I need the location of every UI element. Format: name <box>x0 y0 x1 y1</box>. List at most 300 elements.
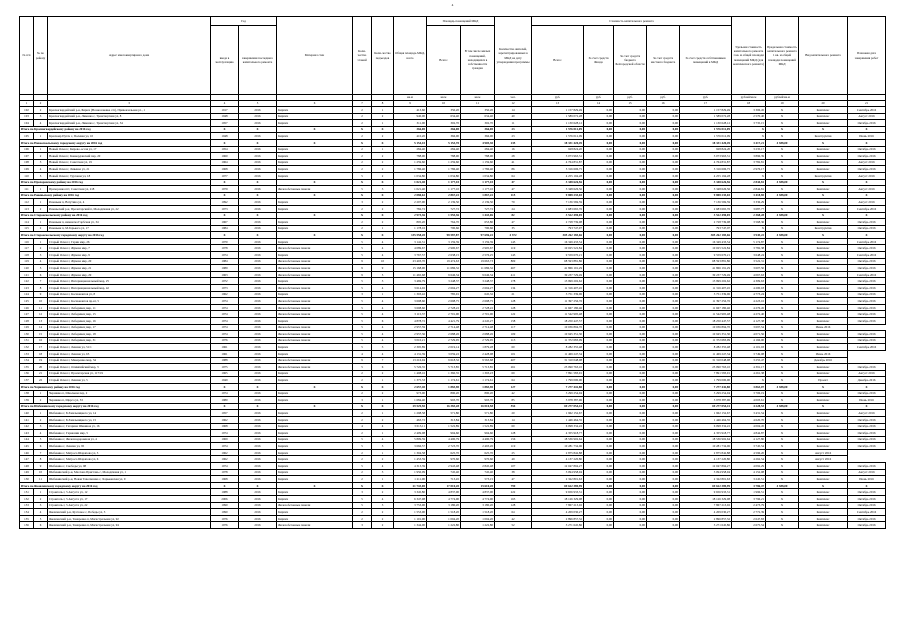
table-cell: 5 713,85 <box>461 364 495 371</box>
table-cell: Октябрь 2016 <box>848 430 886 437</box>
subtotal-cell: X <box>848 232 886 239</box>
table-cell: 0,00 <box>647 344 680 351</box>
table-cell: Железобетонные панели <box>277 298 353 305</box>
subtotal-cell: X <box>372 139 394 146</box>
table-cell: 4 276,45 <box>732 304 766 311</box>
table-row <box>20 133 886 140</box>
table-cell: 0,00 <box>647 238 680 245</box>
table-row <box>20 166 886 173</box>
table-cell: 5 <box>353 344 372 351</box>
table-cell: Конструктив <box>799 172 848 179</box>
table-cell: 4 <box>372 436 394 443</box>
table-cell: 2016 <box>239 469 277 476</box>
table-cell: 0,00 <box>614 522 647 529</box>
subtotal-cell: 3 348 626,56 <box>680 179 732 186</box>
table-row <box>20 430 886 437</box>
table-cell: 410,20 <box>394 133 427 140</box>
table-cell: 890,20 <box>427 390 461 397</box>
table-cell: 0,00 <box>647 278 680 285</box>
table-cell: 4 <box>372 304 394 311</box>
subtotal-cell: 4 388,00 <box>766 383 799 390</box>
table-cell: 1 177,10 <box>427 186 461 193</box>
table-cell: 2016 <box>239 166 277 173</box>
table-cell: 144 <box>20 436 34 443</box>
table-cell: Кирпич <box>277 113 353 120</box>
column-number-cell: 17 <box>680 101 732 107</box>
table-cell: 1973 <box>211 285 239 292</box>
subtotal-label: Итого по Новооскольскому городскому округу на 2016 год <box>20 139 211 146</box>
subtotal-cell: X <box>799 126 848 133</box>
subtotal-cell: X <box>239 139 277 146</box>
table-cell: 3 <box>372 278 394 285</box>
table-cell: Кирпич <box>277 410 353 417</box>
table-cell: 0,00 <box>647 219 680 226</box>
table-cell: 0,00 <box>584 324 614 331</box>
table-cell: 2 <box>353 377 372 384</box>
table-cell: Комплекс <box>799 120 848 127</box>
table-row <box>20 337 886 344</box>
table-cell: 0,00 <box>614 318 647 325</box>
table-cell: 1 446 464,35 <box>680 416 732 423</box>
table-cell: 5 <box>353 331 372 338</box>
table-cell: 0,00 <box>614 476 647 483</box>
table-cell: 3 013,11 <box>394 423 427 430</box>
table-cell: 1 222,80 <box>461 522 495 529</box>
subtotal-cell: 0,00 <box>614 383 647 390</box>
table-cell: 2 694,27 <box>427 285 461 292</box>
table-cell: 0,00 <box>614 159 647 166</box>
table-cell: 3 614,02 <box>394 285 427 292</box>
table-cell: 0,00 <box>647 291 680 298</box>
table-cell: 158 <box>495 318 532 325</box>
table-cell: 1 <box>34 219 48 226</box>
table-cell: Кирпич <box>277 344 353 351</box>
table-cell: 0,00 <box>584 502 614 509</box>
table-cell: 0,00 <box>584 219 614 226</box>
subtotal-cell: X <box>848 403 886 410</box>
table-cell: 117 <box>20 245 34 252</box>
table-cell: 5 <box>353 502 372 509</box>
table-cell: 2 305,89 <box>394 344 427 351</box>
table-cell: 4 <box>34 166 48 173</box>
table-cell: 25 <box>495 449 532 456</box>
header-area-total: Всего: <box>427 26 461 95</box>
table-cell: 4 <box>34 120 48 127</box>
table-row <box>20 509 886 516</box>
table-cell: 313,84 <box>461 416 495 423</box>
table-cell: Кирпич <box>277 120 353 127</box>
table-row <box>20 377 886 384</box>
table-cell: Яковлевский р-н, Томаровка п, Магистральная ул, 92 <box>48 515 211 522</box>
table-cell: 0,00 <box>584 238 614 245</box>
table-cell: 2016 <box>239 489 277 496</box>
table-cell: Железобетонные панели <box>277 364 353 371</box>
table-cell: 0,00 <box>614 245 647 252</box>
table-cell: Ровеньский р-н, Пролетарский п, Молодёжная ул, 22 <box>48 205 211 212</box>
table-cell: 137 <box>20 377 34 384</box>
table-cell: X <box>766 416 799 423</box>
table-cell: Октябрь 2016 <box>848 496 886 503</box>
table-cell: 745,40 <box>461 469 495 476</box>
table-cell: 2 493,26 <box>461 443 495 450</box>
subtotal-cell: 7 277 442,80 <box>680 383 732 390</box>
subtotal-cell: 0,00 <box>584 139 614 146</box>
table-row <box>20 502 886 509</box>
table-cell: Комплекс <box>799 219 848 226</box>
table-row <box>20 344 886 351</box>
table-cell: X <box>766 186 799 193</box>
table-cell: Комплекс <box>799 278 848 285</box>
table-cell: 2 957,59 <box>394 324 427 331</box>
table-cell: 2016 <box>239 304 277 311</box>
table-cell: Июнь 2016 <box>848 133 886 140</box>
table-cell: 2016 <box>239 113 277 120</box>
table-cell: 573,15 <box>461 476 495 483</box>
table-cell: 41 866 191,29 <box>532 265 584 272</box>
table-cell: 1 <box>372 146 394 153</box>
table-cell: 5 <box>353 463 372 470</box>
table-cell: 149 <box>20 469 34 476</box>
table-cell: 2 <box>353 153 372 160</box>
table-cell: 39 237 729,49 <box>680 271 732 278</box>
subtotal-cell: 4 388,00 <box>766 482 799 489</box>
table-cell: 8 <box>34 456 48 463</box>
column-number-cell: 14 <box>584 101 614 107</box>
table-cell: 0,00 <box>647 172 680 179</box>
table-cell: 2 <box>353 390 372 397</box>
table-cell: 156 <box>495 436 532 443</box>
table-cell: 25 090 763,10 <box>532 364 584 371</box>
column-number-cell: 9 <box>394 101 427 107</box>
table-cell: 3 607,50 <box>732 265 766 272</box>
table-cell: 0,00 <box>647 509 680 516</box>
header-cost-fund: За счет средств Фонда <box>584 26 614 95</box>
table-cell: 0,00 <box>584 120 614 127</box>
table-cell: 3 094 958,94 <box>532 469 584 476</box>
table-cell: 60 <box>495 423 532 430</box>
table-cell: 19 <box>34 357 48 364</box>
table-cell: 47 <box>495 186 532 193</box>
table-cell: 4 <box>372 252 394 259</box>
table-cell: Комплекс <box>799 416 848 423</box>
subtotal-cell: 4 388,00 <box>766 212 799 219</box>
table-cell: 4 137 220,80 <box>680 456 732 463</box>
table-cell: Старый Оскол г, Жукова мкр, 9 <box>48 252 211 259</box>
table-cell: 12 047 894,27 <box>532 463 584 470</box>
table-cell: Август 2016 <box>848 159 886 166</box>
subtotal-cell: 23 <box>495 126 532 133</box>
table-cell: 2 683 665,76 <box>680 205 732 212</box>
subtotal-row <box>20 482 886 489</box>
subtotal-label: Итого по Ровеньскому району на 2016 год <box>20 192 211 199</box>
table-cell: X <box>766 271 799 278</box>
table-cell: 0,00 <box>584 397 614 404</box>
table-cell: 2 <box>372 219 394 226</box>
table-row <box>20 153 886 160</box>
table-cell: 19 474,63 <box>427 258 461 265</box>
table-cell: Комплекс <box>799 245 848 252</box>
table-cell: 0,00 <box>584 436 614 443</box>
table-cell: 0,00 <box>647 265 680 272</box>
table-cell: 1968 <box>211 166 239 173</box>
column-number-cell: 12 <box>495 101 532 107</box>
table-cell: 1 <box>372 291 394 298</box>
table-cell: Старый Оскол г, Гарин мкр, 26 <box>48 238 211 245</box>
table-cell: 2016 <box>239 291 277 298</box>
table-cell: 18 536 902,64 <box>680 436 732 443</box>
table-cell: 2 570,40 <box>732 113 766 120</box>
table-cell: Август 2016 <box>848 186 886 193</box>
table-cell: 0,00 <box>614 370 647 377</box>
table-cell: 1 879,28 <box>461 344 495 351</box>
table-cell: 1 178,16 <box>394 225 427 232</box>
table-cell: X <box>766 291 799 298</box>
table-cell: Комплекс <box>799 146 848 153</box>
table-cell: 0,00 <box>647 476 680 483</box>
table-cell: 0,00 <box>647 456 680 463</box>
table-cell: Шебекино г, Железнодорожная ул, 4 <box>48 436 211 443</box>
table-cell: Комплекс <box>799 436 848 443</box>
table-cell: 0,00 <box>584 133 614 140</box>
table-cell: 0,00 <box>584 337 614 344</box>
table-cell: 993,70 <box>461 397 495 404</box>
table-cell: 155 <box>20 515 34 522</box>
table-cell: 1 094,20 <box>461 515 495 522</box>
table-cell: 634,40 <box>461 113 495 120</box>
table-cell: 1 375,33 <box>394 377 427 384</box>
table-cell: Комплекс <box>799 476 848 483</box>
table-cell: 4 262,54 <box>732 456 766 463</box>
table-cell: Шебекино г, Матроса Шарапова ул, 3 <box>48 449 211 456</box>
table-cell: 31 310 048,08 <box>532 357 584 364</box>
table-cell: 9 559 670,21 <box>532 252 584 259</box>
table-cell: 142 <box>20 423 34 430</box>
column-number-cell: 7 <box>353 101 372 107</box>
table-cell: 1 962 152,67 <box>532 410 584 417</box>
table-cell: 10 <box>34 469 48 476</box>
table-cell: 0,00 <box>647 159 680 166</box>
unit-cell: руб. <box>680 95 732 101</box>
subtotal-cell: 1 177,10 <box>427 179 461 186</box>
table-cell: 64 <box>495 509 532 516</box>
table-cell: Октябрь 2016 <box>848 318 886 325</box>
table-cell: 2 409,08 <box>394 430 427 437</box>
table-cell: 7 136 569,59 <box>680 199 732 206</box>
subtotal-cell: 3 522 490,05 <box>532 212 584 219</box>
table-cell: 1949 <box>211 377 239 384</box>
table-cell: 1 <box>34 238 48 245</box>
table-cell: 0,00 <box>647 331 680 338</box>
table-cell: 11 316 407,45 <box>680 285 732 292</box>
table-cell: 2 <box>353 449 372 456</box>
table-cell: Кирпич <box>277 390 353 397</box>
table-cell: Комплекс <box>799 430 848 437</box>
subtotal-cell: X <box>848 212 886 219</box>
table-cell: Комплекс <box>799 291 848 298</box>
table-cell: 3 751 339,06 <box>680 291 732 298</box>
table-cell: Краснояр Пугач с, Полевая ул, 10 <box>48 133 211 140</box>
table-cell: 4 <box>372 350 394 357</box>
table-cell: 1978 <box>211 245 239 252</box>
table-cell: 145 <box>20 443 34 450</box>
subtotal-cell: 4 388,00 <box>766 179 799 186</box>
table-cell: 4 309,63 <box>732 278 766 285</box>
table-cell: 4 764 831,87 <box>532 159 584 166</box>
table-cell: 9 <box>353 265 372 272</box>
subtotal-cell: X <box>848 179 886 186</box>
table-cell: 127 <box>20 311 34 318</box>
table-cell: 8 282 355,48 <box>532 344 584 351</box>
table-cell: 1972 <box>211 278 239 285</box>
subtotal-cell: 1 883,90 <box>427 383 461 390</box>
table-cell: 3 010,21 <box>394 337 427 344</box>
subtotal-cell: 0,00 <box>614 126 647 133</box>
table-cell: 2 728 739,08 <box>680 219 732 226</box>
table-cell: 0,00 <box>584 107 614 114</box>
table-cell: Август 2016 <box>848 469 886 476</box>
table-cell: 108 <box>20 159 34 166</box>
table-cell: 970,60 <box>427 456 461 463</box>
table-cell: X <box>766 397 799 404</box>
table-cell: 2016 <box>239 172 277 179</box>
table-cell: 11 667 180,46 <box>532 304 584 311</box>
table-cell: 4 <box>372 463 394 470</box>
table-cell: 2 <box>353 159 372 166</box>
table-cell: 407 <box>495 357 532 364</box>
table-cell: 3 <box>34 502 48 509</box>
subtotal-cell: X <box>848 139 886 146</box>
table-cell: 2 728,22 <box>427 304 461 311</box>
table-cell: 3 <box>372 344 394 351</box>
table-cell: 1 <box>372 120 394 127</box>
table-cell: Октябрь 2016 <box>848 153 886 160</box>
subtotal-cell: 0,00 <box>647 383 680 390</box>
table-cell: 1974 <box>211 252 239 259</box>
table-cell: Старый Оскол г, Ленина ул, 5 <box>48 377 211 384</box>
header-cost-group: Стоимость капитального ремонта <box>532 17 732 26</box>
header-end-date: Плановая дата завершения работ <box>848 17 886 95</box>
table-cell: 3 248,37 <box>461 278 495 285</box>
table-cell: Кирпич <box>277 449 353 456</box>
table-row <box>20 423 886 430</box>
table-cell: 2 844,81 <box>732 186 766 193</box>
table-row <box>20 285 886 292</box>
table-row <box>20 311 886 318</box>
table-cell: 2016 <box>239 153 277 160</box>
table-cell: 1 <box>34 390 48 397</box>
table-cell: Старый Оскол г, Макаренко мкр, 34 <box>48 357 211 364</box>
table-cell: 1970 <box>211 238 239 245</box>
table-cell: X <box>732 225 766 232</box>
table-cell: 18 536 902,64 <box>532 436 584 443</box>
table-cell: 2 <box>372 166 394 173</box>
table-cell: 2016 <box>239 522 277 529</box>
table-cell: 0,00 <box>614 172 647 179</box>
table-cell: 2 875 842,88 <box>532 449 584 456</box>
table-cell: Кирпич <box>277 370 353 377</box>
table-cell: 129 <box>20 324 34 331</box>
header-cost-local: За счет средств местного бюджета <box>647 26 680 95</box>
table-cell: Кирпич <box>277 469 353 476</box>
table-row <box>20 397 886 404</box>
table-cell: 2 <box>372 456 394 463</box>
table-cell: 2016 <box>239 219 277 226</box>
table-cell: 0,00 <box>614 502 647 509</box>
table-cell: 6 <box>372 364 394 371</box>
table-cell: 10 025 522,84 <box>680 245 732 252</box>
table-cell: 0,00 <box>647 245 680 252</box>
table-cell: 10 945 351,30 <box>532 331 584 338</box>
table-cell: Железобетонные панели <box>277 285 353 292</box>
table-cell: 994,60 <box>461 430 495 437</box>
table-cell: 4 774,90 <box>461 496 495 503</box>
table-cell: 5 726,35 <box>394 364 427 371</box>
subtotal-cell: 4 388,00 <box>766 139 799 146</box>
table-cell: 1974 <box>211 311 239 318</box>
table-cell: X <box>766 265 799 272</box>
table-cell: 102 <box>20 107 34 114</box>
subtotal-cell: X <box>799 192 848 199</box>
table-cell: Старый Оскол г, Жукова мкр, 20 <box>48 258 211 265</box>
table-cell: 1 589 072,28 <box>680 113 732 120</box>
table-cell: 0,00 <box>584 370 614 377</box>
table-cell: 0,00 <box>614 331 647 338</box>
table-cell: 2 <box>372 416 394 423</box>
table-cell: 2 647,83 <box>732 515 766 522</box>
table-cell: 0,00 <box>584 304 614 311</box>
table-cell: 4 620,70 <box>732 416 766 423</box>
subtotal-cell: 4 372 <box>495 232 532 239</box>
table-cell: 4 209 030,27 <box>532 509 584 516</box>
table-cell: 0,00 <box>614 298 647 305</box>
table-cell: 9 <box>353 258 372 265</box>
subtotal-cell: 82 <box>495 212 532 219</box>
table-cell: 0,00 <box>647 502 680 509</box>
table-cell: 0,00 <box>614 311 647 318</box>
table-cell: Октябрь 2016 <box>848 278 886 285</box>
table-cell: 11 316 407,45 <box>532 285 584 292</box>
table-cell: 2 701,90 <box>461 311 495 318</box>
subtotal-cell: X <box>799 403 848 410</box>
table-cell: 788,90 <box>394 153 427 160</box>
table-cell: 2016 <box>239 107 277 114</box>
table-cell: X <box>766 522 799 529</box>
subtotal-cell: X <box>211 192 239 199</box>
table-cell: 2016 <box>239 410 277 417</box>
table-cell: Новый Оскол г, Кирово-оссая ул, 17 <box>48 146 211 153</box>
table-cell: 13 999 202,62 <box>532 278 584 285</box>
subtotal-cell: X <box>353 383 372 390</box>
subtotal-cell: 366,00 <box>394 126 427 133</box>
table-cell: 0,00 <box>647 311 680 318</box>
table-cell: 1976 <box>211 515 239 522</box>
subtotal-cell: 0,00 <box>614 482 647 489</box>
table-cell: 114 <box>20 219 34 226</box>
table-cell: 1 298,58 <box>394 410 427 417</box>
table-cell: 0,00 <box>584 146 614 153</box>
table-cell: Кирпич <box>277 107 353 114</box>
table-cell: 745,40 <box>427 469 461 476</box>
table-cell: 3 <box>34 159 48 166</box>
table-cell: 12 047 894,27 <box>680 463 732 470</box>
subtotal-cell: 0,00 <box>647 232 680 239</box>
subtotal-cell: 9 808 235,65 <box>680 192 732 199</box>
header-year-built: ввода в эксплуатацию <box>211 26 239 95</box>
table-cell: 571,80 <box>461 410 495 417</box>
table-cell: 0,00 <box>584 113 614 120</box>
table-cell: 2016 <box>239 397 277 404</box>
table-cell: 5 174,87 <box>732 238 766 245</box>
